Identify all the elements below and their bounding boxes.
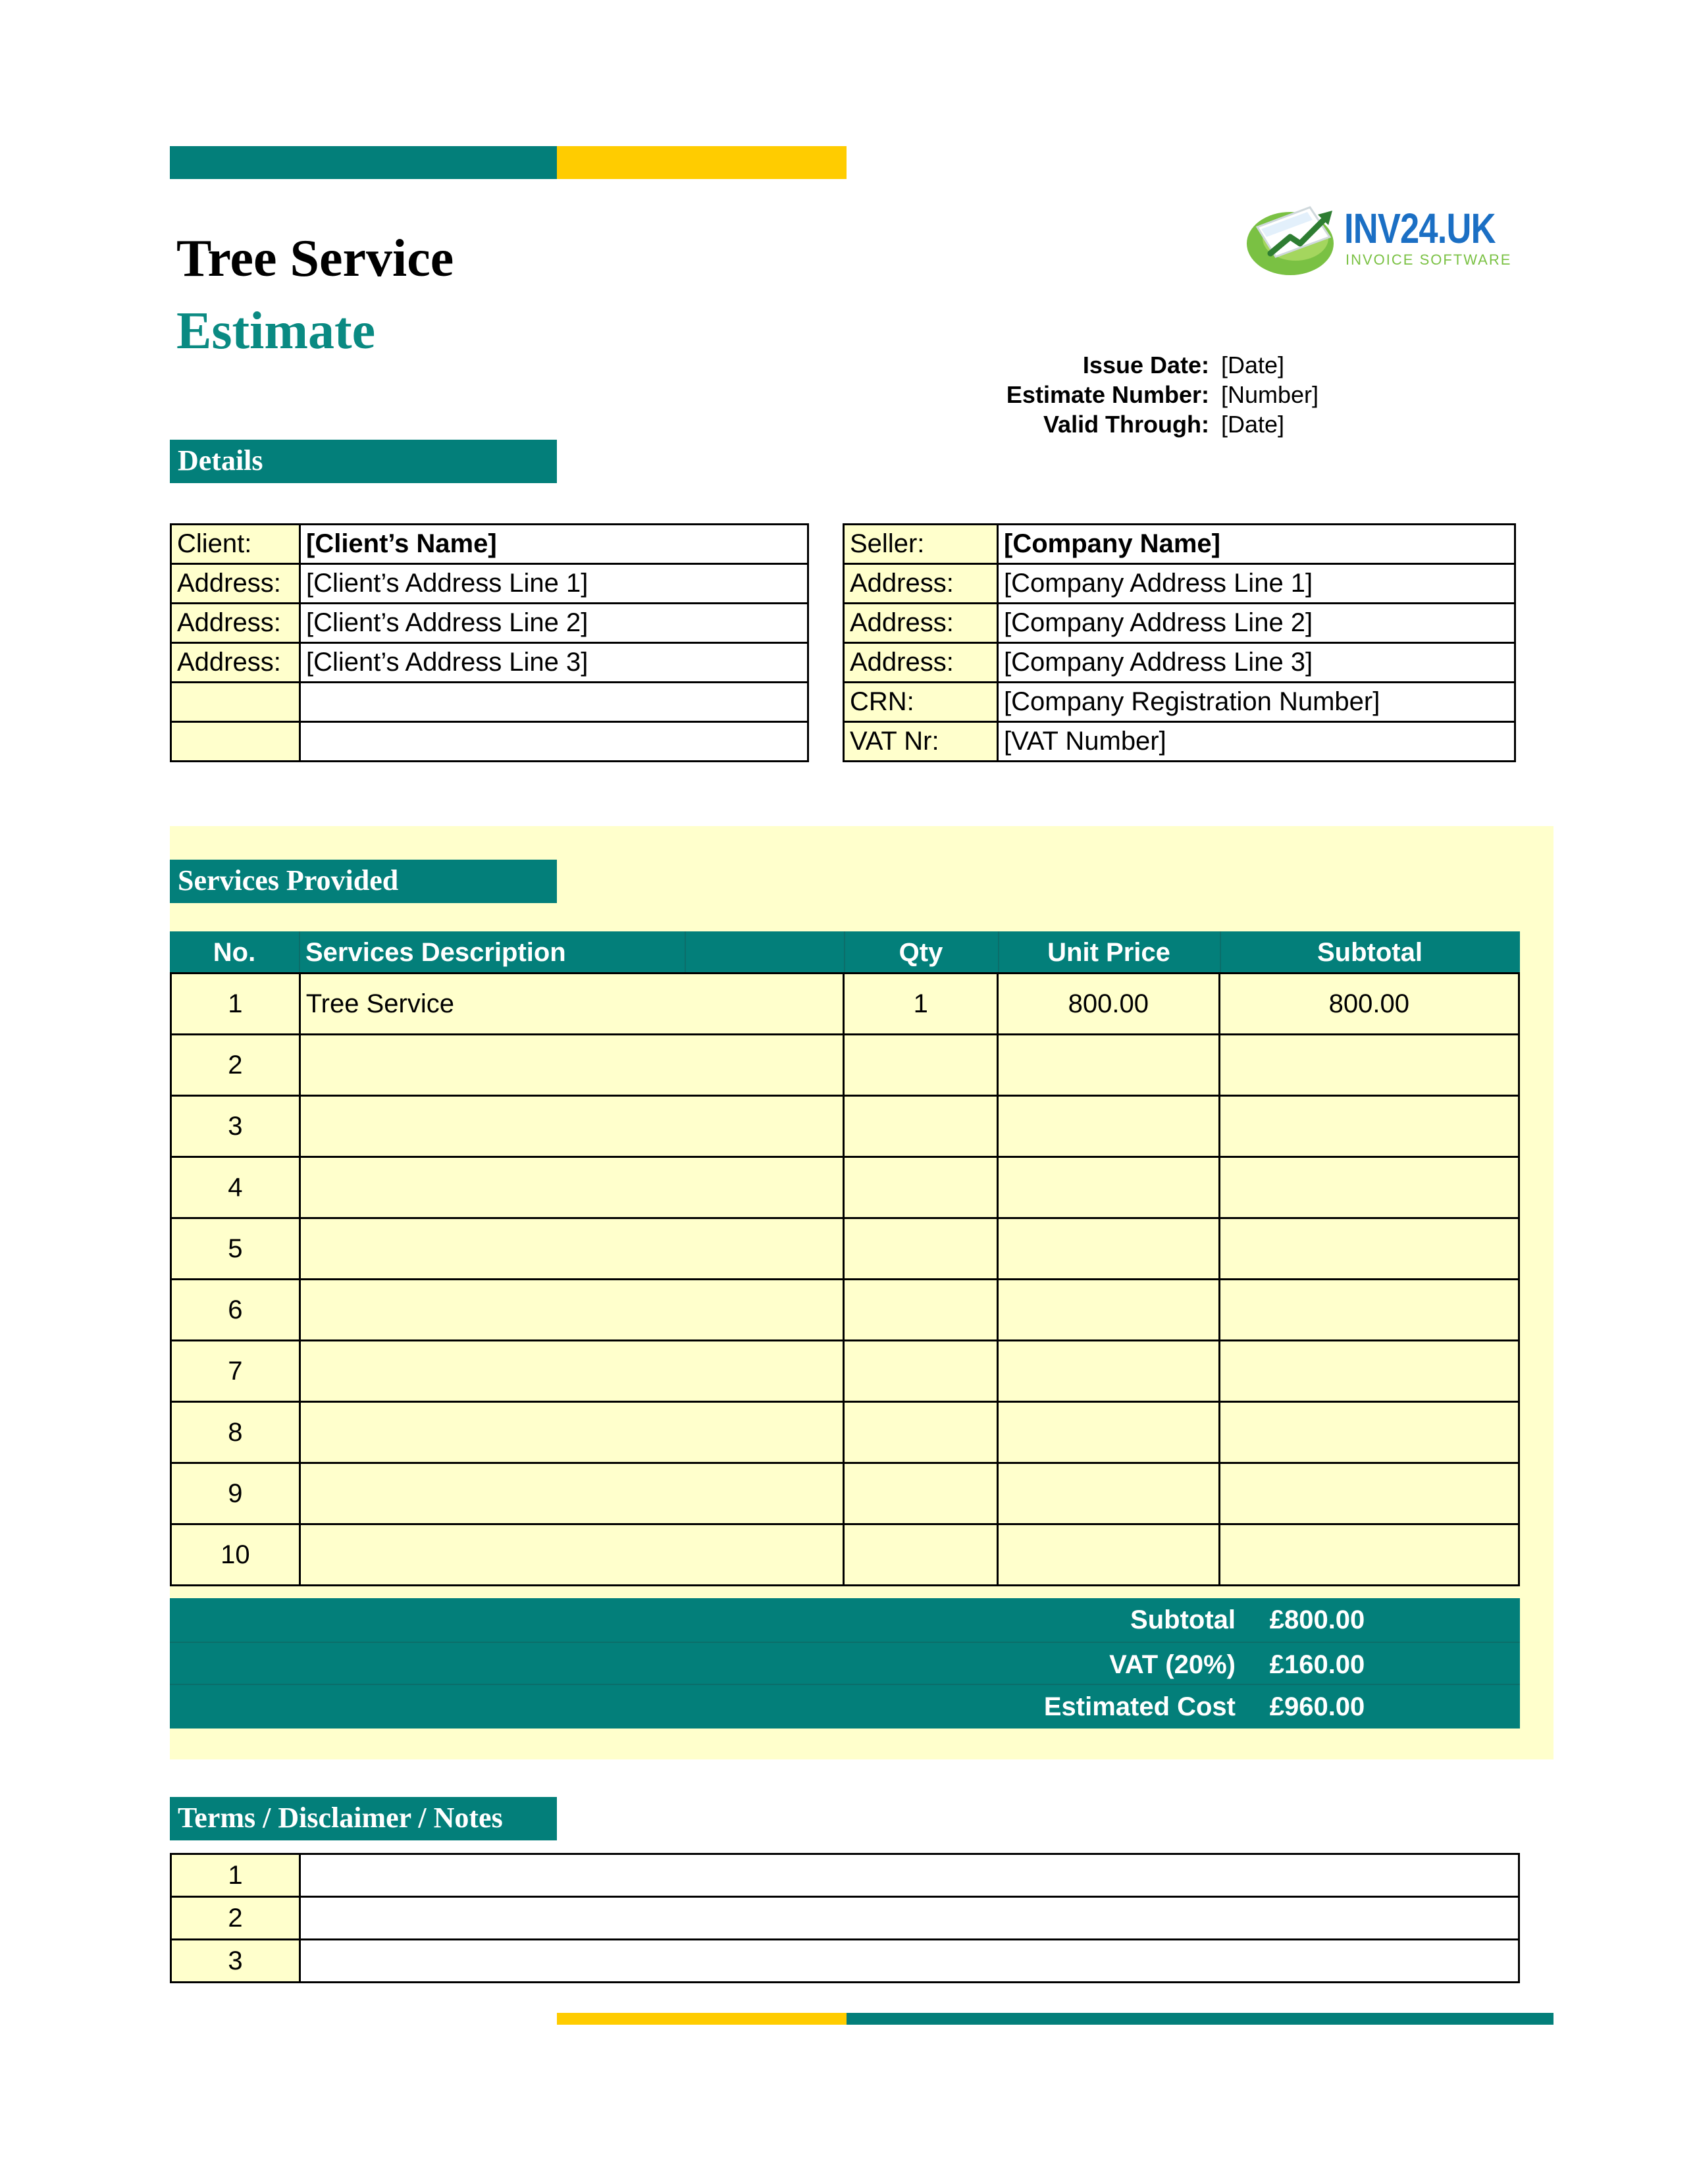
client-address-1: [Client’s Address Line 1] <box>300 564 808 604</box>
service-description <box>300 1341 844 1402</box>
service-number: 5 <box>171 1218 300 1280</box>
service-subtotal <box>1219 1035 1519 1096</box>
seller-crn: [Company Registration Number] <box>998 683 1515 722</box>
service-number: 8 <box>171 1402 300 1463</box>
seller-label: VAT Nr: <box>844 722 998 762</box>
client-address-2: [Client’s Address Line 2] <box>300 604 808 643</box>
client-row <box>171 722 808 762</box>
meta-value: [Number] <box>1221 381 1319 408</box>
client-label <box>171 683 300 722</box>
service-row <box>171 1218 1519 1280</box>
totals-label: Subtotal <box>1130 1605 1236 1634</box>
client-row <box>171 525 808 564</box>
service-row <box>171 1096 1519 1157</box>
meta-estimate-number <box>908 380 1435 409</box>
client-row <box>171 604 808 643</box>
totals-value: £960.00 <box>1269 1692 1365 1721</box>
client-address-3: [Client’s Address Line 3] <box>300 643 808 683</box>
client-extra-2 <box>300 722 808 762</box>
service-qty <box>844 1402 998 1463</box>
document-title: Tree Service <box>176 230 454 288</box>
client-row <box>171 643 808 683</box>
service-subtotal <box>1219 1280 1519 1341</box>
service-description <box>300 1035 844 1096</box>
service-subtotal <box>1219 1463 1519 1524</box>
seller-label: Address: <box>844 604 998 643</box>
service-number: 6 <box>171 1280 300 1341</box>
seller-address-3: [Company Address Line 3] <box>998 643 1515 683</box>
details-heading: Details <box>170 440 557 483</box>
service-subtotal <box>1219 1218 1519 1280</box>
meta-label: Issue Date: <box>1082 351 1209 378</box>
seller-company-name: [Company Name] <box>998 525 1515 564</box>
service-subtotal <box>1219 1524 1519 1586</box>
service-number: 1 <box>171 974 300 1035</box>
col-header-qty: Qty <box>844 931 999 974</box>
service-qty <box>844 1341 998 1402</box>
service-number: 7 <box>171 1341 300 1402</box>
seller-row <box>844 722 1515 762</box>
service-number: 10 <box>171 1524 300 1586</box>
seller-label: Address: <box>844 564 998 604</box>
terms-number: 1 <box>171 1854 300 1897</box>
seller-row <box>844 564 1515 604</box>
service-row <box>171 1280 1519 1341</box>
service-qty <box>844 1218 998 1280</box>
top-accent-bar-yellow <box>557 146 847 179</box>
service-unit-price <box>998 1280 1220 1341</box>
client-label: Client: <box>171 525 300 564</box>
terms-table <box>170 1853 1520 1983</box>
estimate-meta <box>908 350 1435 439</box>
service-row <box>171 974 1519 1035</box>
terms-number: 3 <box>171 1940 300 1983</box>
brand-name: INV24.UK <box>1344 205 1496 252</box>
terms-row <box>171 1854 1519 1897</box>
service-description <box>300 1218 844 1280</box>
top-accent-bar-teal <box>170 146 557 179</box>
bottom-accent-bar-teal <box>847 2013 1553 2025</box>
seller-label: Seller: <box>844 525 998 564</box>
col-header-unit-price: Unit Price <box>998 931 1221 974</box>
meta-value: [Date] <box>1221 351 1285 378</box>
service-unit-price <box>998 1463 1220 1524</box>
service-unit-price <box>998 1096 1220 1157</box>
services-table-header <box>170 931 1520 974</box>
brand-tagline: INVOICE SOFTWARE <box>1345 251 1512 268</box>
services-table <box>170 972 1520 1586</box>
service-number: 9 <box>171 1463 300 1524</box>
service-unit-price <box>998 1524 1220 1586</box>
service-qty <box>844 1524 998 1586</box>
seller-address-1: [Company Address Line 1] <box>998 564 1515 604</box>
service-unit-price <box>998 1218 1220 1280</box>
service-unit-price <box>998 1157 1220 1218</box>
service-subtotal <box>1219 1096 1519 1157</box>
terms-row <box>171 1897 1519 1940</box>
terms-row <box>171 1940 1519 1983</box>
client-name: [Client’s Name] <box>300 525 808 564</box>
terms-number: 2 <box>171 1897 300 1940</box>
client-extra-1 <box>300 683 808 722</box>
client-label: Address: <box>171 564 300 604</box>
service-qty <box>844 1463 998 1524</box>
meta-value: [Date] <box>1221 411 1285 438</box>
col-header-no: No. <box>170 931 300 974</box>
service-subtotal: 800.00 <box>1219 974 1519 1035</box>
service-subtotal <box>1219 1157 1519 1218</box>
service-unit-price <box>998 1035 1220 1096</box>
terms-text <box>300 1940 1519 1983</box>
service-qty <box>844 1280 998 1341</box>
client-row <box>171 683 808 722</box>
service-row <box>171 1402 1519 1463</box>
client-label: Address: <box>171 604 300 643</box>
services-heading: Services Provided <box>170 860 557 903</box>
service-description <box>300 1157 844 1218</box>
service-unit-price <box>998 1341 1220 1402</box>
seller-row <box>844 525 1515 564</box>
seller-vat-number: [VAT Number] <box>998 722 1515 762</box>
meta-label: Estimate Number: <box>1006 381 1209 408</box>
service-unit-price: 800.00 <box>998 974 1220 1035</box>
brand-logo <box>1244 191 1521 283</box>
bottom-accent-bar-yellow <box>557 2013 847 2025</box>
service-unit-price <box>998 1402 1220 1463</box>
service-qty: 1 <box>844 974 998 1035</box>
totals-vat-row <box>170 1642 1520 1685</box>
service-subtotal <box>1219 1402 1519 1463</box>
seller-label: CRN: <box>844 683 998 722</box>
client-label: Address: <box>171 643 300 683</box>
client-details-table <box>170 523 809 762</box>
terms-heading: Terms / Disclaimer / Notes <box>170 1797 557 1840</box>
seller-details-table <box>843 523 1516 762</box>
client-row <box>171 564 808 604</box>
service-number: 4 <box>171 1157 300 1218</box>
meta-label: Valid Through: <box>1043 411 1209 438</box>
seller-label: Address: <box>844 643 998 683</box>
service-number: 3 <box>171 1096 300 1157</box>
service-qty <box>844 1035 998 1096</box>
service-row <box>171 1524 1519 1586</box>
totals-value: £800.00 <box>1269 1605 1365 1634</box>
service-qty <box>844 1096 998 1157</box>
service-description <box>300 1096 844 1157</box>
col-header-subtotal: Subtotal <box>1317 938 1423 967</box>
totals-label: Estimated Cost <box>1043 1692 1236 1721</box>
service-description <box>300 1402 844 1463</box>
service-description <box>300 1463 844 1524</box>
totals-subtotal-row <box>170 1598 1520 1642</box>
service-subtotal <box>1219 1341 1519 1402</box>
terms-text <box>300 1897 1519 1940</box>
seller-row <box>844 683 1515 722</box>
totals-block <box>170 1598 1520 1729</box>
service-row <box>171 1157 1519 1218</box>
service-row <box>171 1341 1519 1402</box>
seller-row <box>844 643 1515 683</box>
service-row <box>171 1463 1519 1524</box>
service-description <box>300 1280 844 1341</box>
service-qty <box>844 1157 998 1218</box>
seller-row <box>844 604 1515 643</box>
service-description <box>300 1524 844 1586</box>
service-row <box>171 1035 1519 1096</box>
service-number: 2 <box>171 1035 300 1096</box>
document-subtitle: Estimate <box>176 302 376 360</box>
col-header-spacer <box>686 931 845 974</box>
meta-issue-date <box>908 350 1435 380</box>
totals-label: VAT (20%) <box>1109 1650 1236 1679</box>
totals-value: £160.00 <box>1269 1650 1365 1679</box>
seller-address-2: [Company Address Line 2] <box>998 604 1515 643</box>
totals-estimated-cost-row <box>170 1685 1520 1729</box>
service-description: Tree Service <box>300 974 844 1035</box>
col-header-description: Services Description <box>299 931 686 974</box>
invoice-chart-logo-icon <box>1244 191 1343 283</box>
meta-valid-through <box>908 409 1435 439</box>
terms-text <box>300 1854 1519 1897</box>
client-label <box>171 722 300 762</box>
